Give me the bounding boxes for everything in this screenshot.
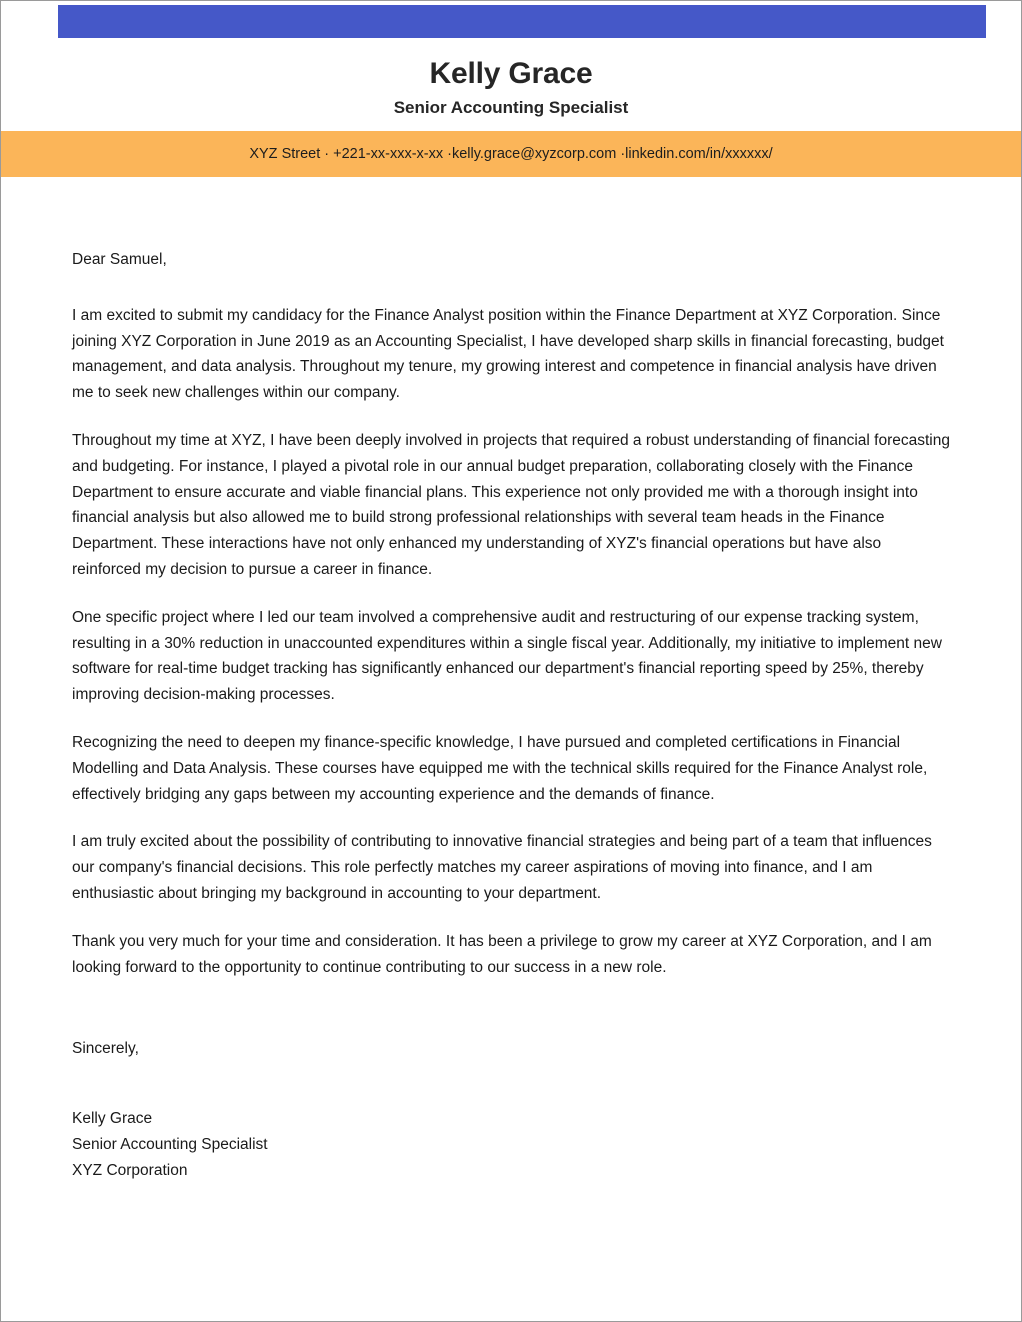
signature-title: Senior Accounting Specialist xyxy=(72,1136,268,1154)
body-paragraph-1: I am excited to submit my candidacy for the Finance Analyst position within the Finance Department at XYZ Corporation. Since joining XYZ Corporation in June 2019 as an Accounting Specialist, I have developed sharp skills in financial forecasting, budget management, and data analysis. Throughout my tenure, my growing interest and competence in financial analysis have driven me to seek new challenges within our company. xyxy=(72,306,944,402)
body-paragraph-2: Throughout my time at XYZ, I have been deeply involved in projects that required a robust understanding of financial forecasting and budgeting. For instance, I played a pivotal role in our annual budget preparation, collaborating closely with the Finance Department to ensure accurate and viable financial plans. This experience not only provided me with a thorough insight into financial analysis but also allowed me to build strong professional relationships with several team heads in the Finance Department. These interactions have not only enhanced my understanding of XYZ's financial operations but have also reinforced my decision to pursue a career in finance. xyxy=(72,432,950,579)
salutation: Dear Samuel, xyxy=(72,250,167,268)
applicant-job-title: Senior Accounting Specialist xyxy=(393,97,629,117)
signature-company: XYZ Corporation xyxy=(72,1162,188,1180)
applicant-name: Kelly Grace xyxy=(429,57,593,90)
body-paragraph-4: Recognizing the need to deepen my finance-specific knowledge, I have pursued and completed certifications in Financial Modelling and Data Analysis. These courses have equipped me with the technical skills required for the Finance Analyst role, effectively bridging any gaps between my accounting experience and the demands of finance. xyxy=(72,734,928,803)
signature-block xyxy=(72,1036,950,1184)
header-orange-contact-bar xyxy=(1,131,1021,177)
body-paragraph-6: Thank you very much for your time and consideration. It has been a privilege to grow my career at XYZ Corporation, and I am looking forward to the opportunity to continue contributing to our success in a new role. xyxy=(72,932,932,976)
letter-header xyxy=(1,1,1021,177)
header-blue-accent-bar xyxy=(58,5,986,38)
body-paragraph-3: One specific project where I led our team involved a comprehensive audit and restructuring of our expense tracking system, resulting in a 30% reduction in unaccounted expenditures within a single fiscal year. Additionally, my initiative to implement new software for real-time budget tracking has significantly enhanced our department's financial reporting speed by 25%, thereby improving decision-making processes. xyxy=(72,608,942,704)
signoff: Sincerely, xyxy=(72,1040,139,1058)
contact-line: XYZ Street · +221-xx-xxx-x-xx ·kelly.grace@xyzcorp.com ·linkedin.com/in/xxxxxx/ xyxy=(249,145,773,162)
signature-name: Kelly Grace xyxy=(72,1110,153,1128)
body-paragraph-5: I am truly excited about the possibility of contributing to innovative financial strategies and being part of a team that influences our company's financial decisions. This role perfectly matches my career aspirations of moving into finance, and I am enthusiastic about bringing my background in accounting to your department. xyxy=(72,833,932,903)
letter-body xyxy=(1,177,1021,1185)
